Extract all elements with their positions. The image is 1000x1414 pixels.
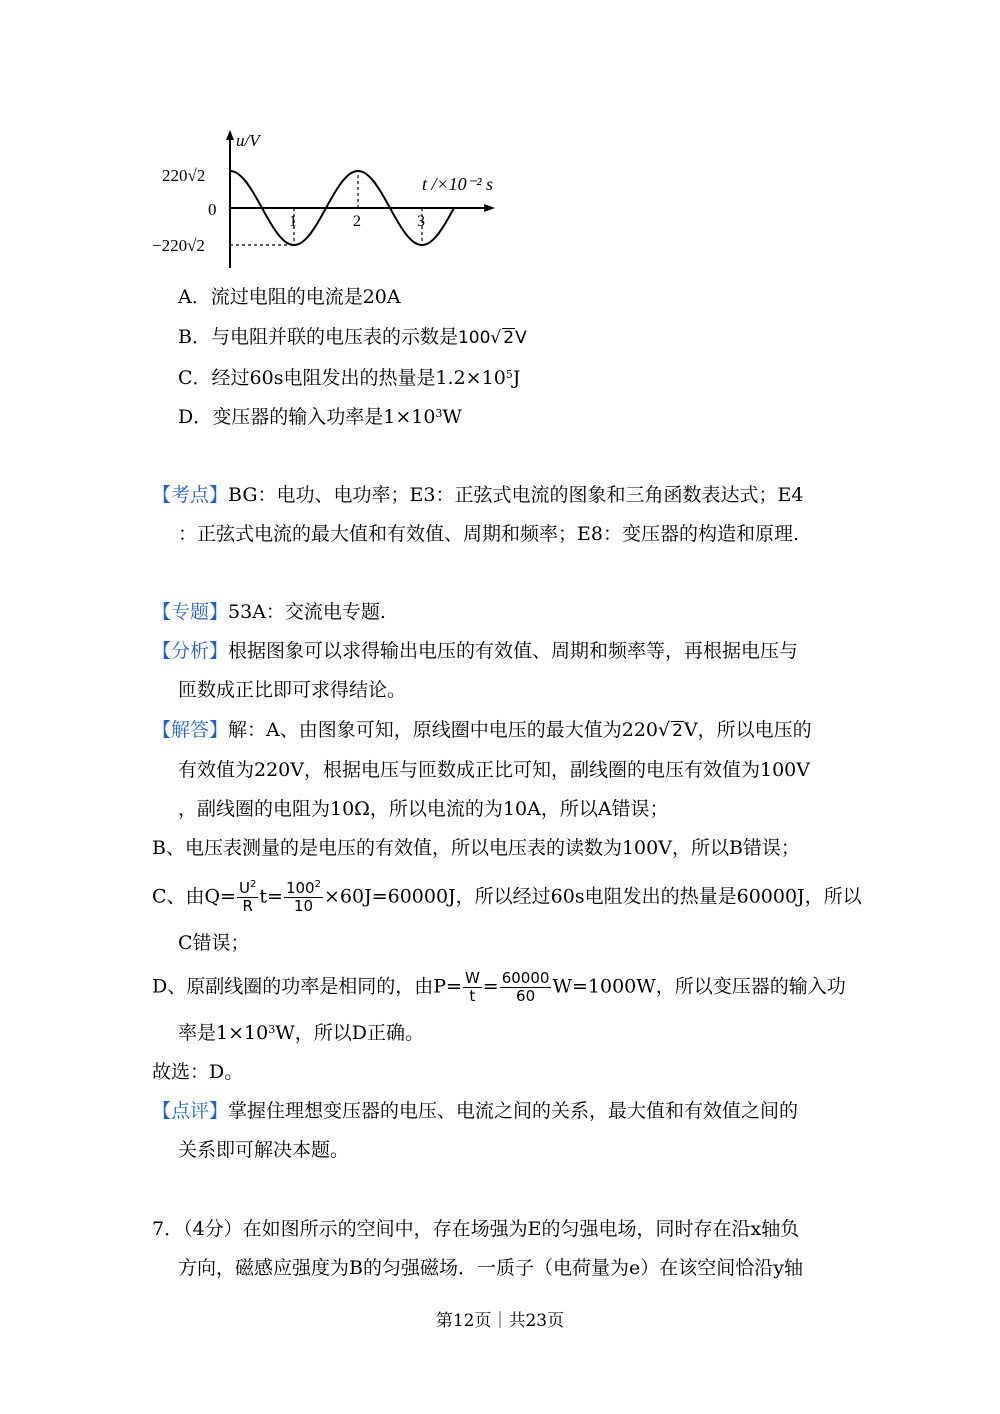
- option-b-value: 100√ 2V: [457, 328, 527, 348]
- page-footer: 第12页｜共23页: [435, 1311, 565, 1331]
- x-tick-3: 3: [417, 213, 425, 230]
- q7-line2: 方向，磁感应强度为B的匀强磁场．一质子（电荷量为e）在该空间恰沿y轴: [178, 1257, 803, 1279]
- jieda-d: D、原副线圈的功率是相同的，由P= $\frac{W}{t}$ = $\frac{60000}{60}$ W=1000W，所以变压器的输入功: [152, 969, 846, 1005]
- option-d: D．变压器的输入功率是$1\times 10^3W$: [178, 406, 462, 428]
- option-c: C．经过60s电阻发出的热量是$1.2\times 10^5J$: [178, 367, 521, 389]
- jieda-line3: ，副线圈的电阻为10Ω，所以电流的为10A，所以A错误；: [178, 798, 669, 820]
- y-min-label: −220√2: [152, 236, 205, 255]
- y-axis-arrow: [226, 130, 234, 140]
- q7-line1: 7．（4分）在如图所示的空间中，存在场强为E的匀强电场，同时存在沿x轴负: [152, 1218, 800, 1240]
- jieda-line1: 【解答】解：A、由图象可知，原线圈中电压的最大值为220√ 2V，所以电压的: [152, 719, 812, 741]
- y-max-label: 220√2: [162, 166, 206, 185]
- y-zero-label: 0: [208, 200, 217, 219]
- fraction-100sq-over-10: $\frac{100^2}{10}$: [285, 879, 321, 915]
- fraction-w-over-t: $\frac{W}{t}$: [464, 969, 480, 1005]
- y-axis-label: u/V: [236, 131, 260, 150]
- voltage-time-graph: [150, 128, 510, 273]
- zhuanti-tag: 【专题】: [152, 601, 229, 623]
- fraction-u2-over-r: $\frac{U^2}{R}$: [239, 879, 257, 915]
- x-tick-2: 2: [353, 213, 361, 230]
- jieda-d-line2: 率是$1\times 10^3W$，所以D正确。: [178, 1022, 424, 1044]
- fenxi-line2: 匝数成正比即可求得结论。: [178, 679, 407, 701]
- jieda-c: C、由Q= $\frac{U^2}{R}$ t= $\frac{100^2}{10}$ ×60J=60000J，所以经过60s电阻发出的热量是60000J，所以: [152, 879, 862, 915]
- fraction-60000-over-60: $\frac{60000}{60}$: [501, 969, 550, 1005]
- jieda-tag: 【解答】: [152, 719, 229, 741]
- x-axis-label: t /×10⁻² s: [422, 174, 494, 194]
- kaodian-tag: 【考点】: [152, 484, 229, 506]
- jieda-line2: 有效值为220V，根据电压与匝数成正比可知，副线圈的电压有效值为100V: [178, 759, 810, 781]
- fenxi-tag: 【分析】: [152, 640, 229, 662]
- guxuan: 故选：D。: [152, 1061, 244, 1083]
- x-tick-1: 1: [289, 213, 297, 230]
- fenxi-line1: 【分析】根据图象可以求得输出电压的有效值、周期和频率等，再根据电压与: [152, 640, 799, 662]
- option-a: A．流过电阻的电流是20A: [178, 286, 401, 308]
- dianping-line1: 【点评】掌握住理想变压器的电压、电流之间的关系，最大值和有效值之间的: [152, 1100, 799, 1122]
- jieda-b: B、电压表测量的是电压的有效值，所以电压表的读数为100V，所以B错误；: [152, 837, 800, 859]
- x-axis-arrow: [484, 204, 495, 212]
- dianping-line2: 关系即可解决本题。: [178, 1139, 350, 1161]
- jieda-c-line2: C错误；: [178, 932, 250, 954]
- kaodian-line1: 【考点】BG：电功、电功率；E3：正弦式电流的图象和三角函数表达式；E4: [152, 484, 804, 506]
- zhuanti: 【专题】53A：交流电专题.: [152, 601, 386, 623]
- dianping-tag: 【点评】: [152, 1100, 229, 1122]
- option-b: [178, 324, 527, 351]
- kaodian-line2: ：正弦式电流的最大值和有效值、周期和频率；E8：变压器的构造和原理.: [178, 523, 799, 545]
- option-b-text: B．与电阻并联的电压表的示数是: [178, 326, 458, 348]
